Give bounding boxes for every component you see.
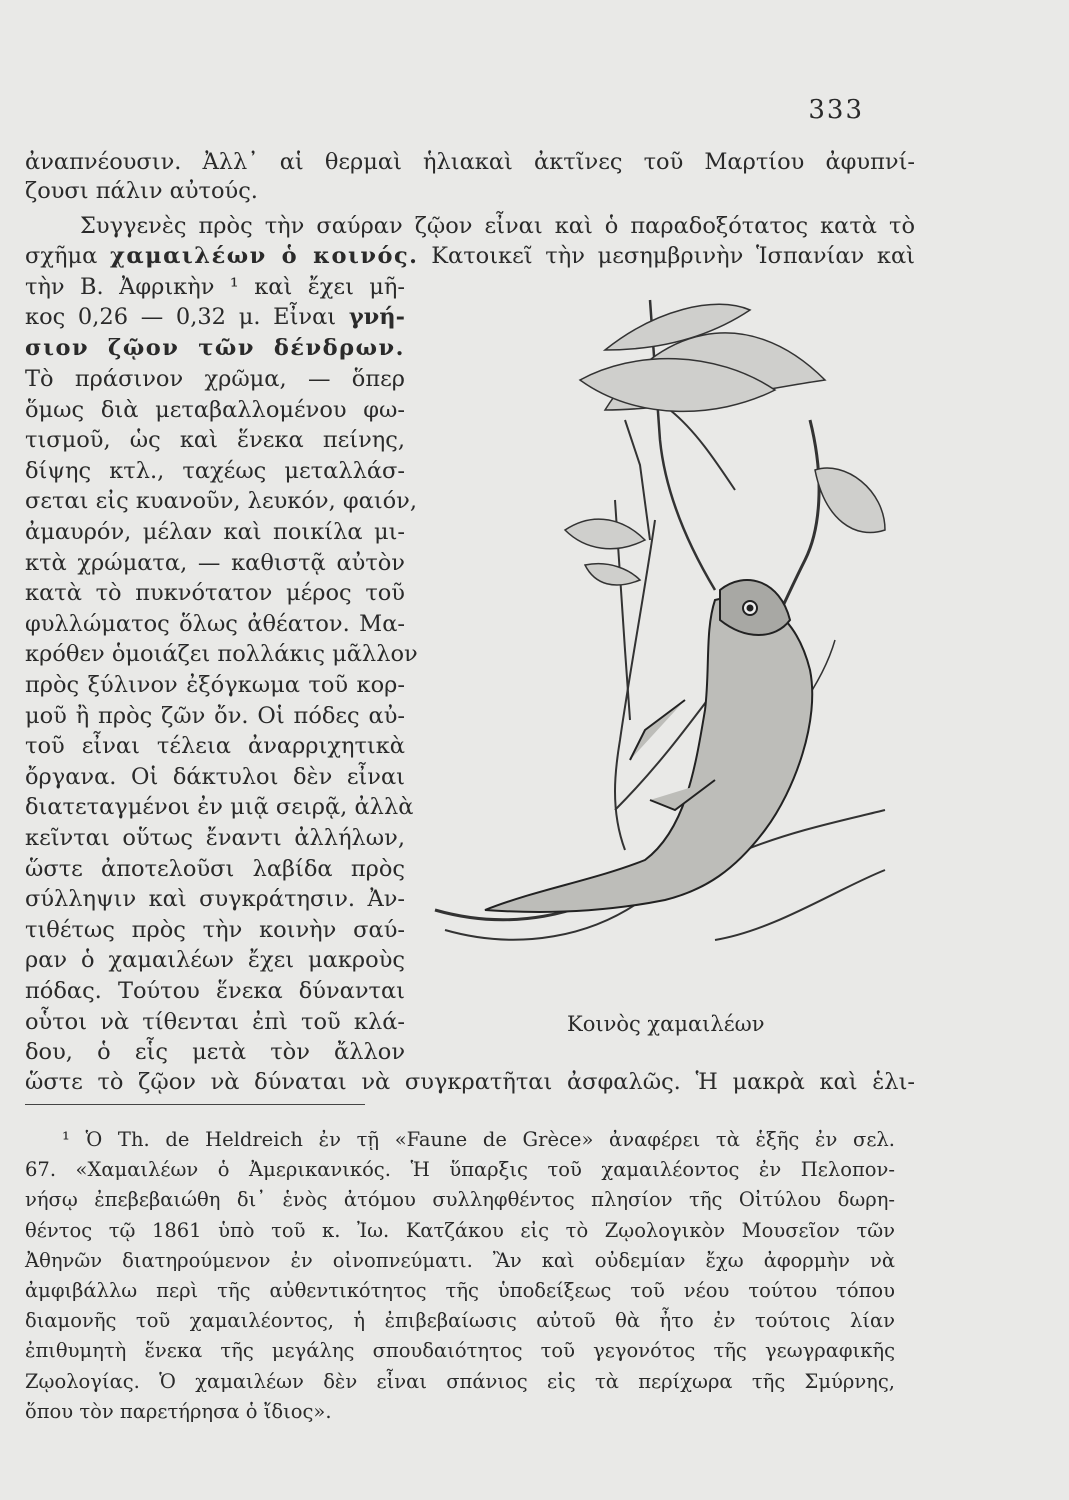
narrow-line: δίψης κτλ., ταχέως μεταλλάσ- bbox=[25, 457, 405, 484]
narrow-line: κτὰ χρώματα, — καθιστᾷ αὐτὸν bbox=[25, 549, 405, 576]
footnote-line: ὅπου τὸν παρετήρησα ὁ ἴδιος». bbox=[25, 1399, 332, 1423]
paragraph-2-line-2-start: σχῆμα bbox=[25, 243, 111, 269]
chameleon-body bbox=[485, 580, 812, 912]
narrow-line: τισμοῦ, ὡς καὶ ἕνεκα πείνης, bbox=[25, 427, 405, 454]
narrow-line: τοῦ εἶναι τέλεια ἀναρριχητικὰ bbox=[25, 733, 405, 760]
footnote-line: θέντος τῷ 1861 ὑπὸ τοῦ κ. Ἰω. Κατζάκου εἰς τὸ Ζῳολογικὸν Μουσεῖον τῶν bbox=[25, 1218, 895, 1242]
narrow-line: κεῖνται οὕτως ἔναντι ἀλλήλων, bbox=[25, 825, 405, 851]
footnote-line: ἀμφιβάλλω περὶ τῆς αὐθεντικότητος τῆς ὑποδείξεως τοῦ νέου τούτου τόπου bbox=[25, 1279, 895, 1302]
narrow-line-3-bold: σιον ζῷον τῶν δένδρων. bbox=[25, 335, 405, 361]
footnote-line: διαμονῆς τοῦ χαμαιλέοντος, ἡ ἐπιβεβαίωσις αὐτοῦ θὰ ἦτο ἐν τούτοις λίαν bbox=[25, 1309, 895, 1333]
narrow-line: σύλληψιν καὶ συγκράτησιν. Ἀν- bbox=[25, 886, 405, 913]
narrow-line-2-bold: γνή- bbox=[348, 304, 405, 330]
footnote-divider bbox=[25, 1104, 365, 1105]
page-number: 333 bbox=[808, 95, 864, 125]
footnote-line: νήσῳ ἐπεβεβαιώθη δι᾽ ἑνὸς ἀτόμου συλληφθέντος πλησίον τῆς Οἰτύλου δωρη- bbox=[25, 1188, 895, 1212]
narrow-line-2 bbox=[25, 302, 405, 332]
species-name-bold: χαμαιλέων ὁ κοινός. bbox=[110, 243, 419, 269]
final-body-line: ὥστε τὸ ζῷον νὰ δύναται νὰ συγκρατῆται ἀσφαλῶς. Ἡ μακρὰ καὶ ἑλι- bbox=[25, 1069, 915, 1095]
narrow-line-2-start: κος 0,26 — 0,32 μ. Εἶναι bbox=[25, 304, 349, 330]
paragraph-2-line-2 bbox=[25, 241, 915, 271]
narrow-line: ὄργανα. Οἱ δάκτυλοι δὲν εἶναι bbox=[25, 763, 405, 790]
narrow-line: τιθέτως πρὸς τὴν κοινὴν σαύ- bbox=[25, 916, 405, 943]
narrow-line: δου, ὁ εἷς μετὰ τὸν ἄλλον bbox=[25, 1039, 405, 1066]
narrow-line: ὅμως διὰ μεταβαλλομένου φω- bbox=[25, 396, 405, 423]
paragraph-2-line-1: Συγγενὲς πρὸς τὴν σαύραν ζῷον εἶναι καὶ ὁ παραδοξότατος κατὰ τὸ bbox=[80, 213, 915, 239]
footnote-line: Ἀθηνῶν διατηρούμενον ἐν οἰνοπνεύματι. Ἂν καὶ οὐδεμίαν ἔχω ἀφορμὴν νὰ bbox=[25, 1248, 895, 1272]
narrow-line-3 bbox=[25, 333, 405, 363]
narrow-line: πρὸς ξύλινον ἐξόγκωμα τοῦ κορ- bbox=[25, 672, 405, 698]
chameleon-illustration bbox=[415, 290, 905, 1000]
footnote-line: Ζῳολογίας. Ὁ χαμαιλέων δὲν εἶναι σπάνιος εἰς τὰ περίχωρα τῆς Σμύρνης, bbox=[25, 1369, 895, 1393]
narrow-line: Τὸ πράσινον χρῶμα, — ὅπερ bbox=[25, 366, 405, 392]
figure-caption: Κοινὸς χαμαιλέων bbox=[567, 1012, 765, 1036]
paragraph-2-line-2-end: Κατοικεῖ τὴν μεσημβρινὴν Ἱσπανίαν καὶ bbox=[418, 243, 915, 269]
narrow-line: ὥστε ἀποτελοῦσι λαβίδα πρὸς bbox=[25, 855, 405, 882]
narrow-line: μοῦ ἢ πρὸς ζῶν ὄν. Οἱ πόδες αὐ- bbox=[25, 702, 405, 729]
footnote-line: ἐπιθυμητὴ ἕνεκα τῆς μεγάλης σπουδαιότητος τοῦ γεγονότος τῆς γεωγραφικῆς bbox=[25, 1339, 895, 1363]
narrow-line-1: τὴν Β. Ἀφρικὴν ¹ καὶ ἔχει μῆ- bbox=[25, 274, 405, 300]
narrow-line: σεται εἰς κυανοῦν, λευκόν, φαιόν, bbox=[25, 488, 418, 515]
narrow-line: κρόθεν ὁμοιάζει πολλάκις μᾶλλον bbox=[25, 641, 418, 668]
narrow-line: κατὰ τὸ πυκνότατον μέρος τοῦ bbox=[25, 580, 405, 607]
narrow-line: ἀμαυρόν, μέλαν καὶ ποικίλα μι- bbox=[25, 519, 405, 545]
narrow-line: διατεταγμένοι ἐν μιᾷ σειρᾷ, ἀλλὰ bbox=[25, 794, 414, 821]
body-line-1: ἀναπνέουσιν. Ἀλλ᾽ αἱ θερμαὶ ἡλιακαὶ ἀκτῖνες τοῦ Μαρτίου ἀφυπνί- bbox=[25, 149, 915, 175]
narrow-line: ραν ὁ χαμαιλέων ἔχει μακροὺς bbox=[25, 947, 405, 974]
narrow-line: φυλλώματος ὅλως ἀθέατον. Μα- bbox=[25, 610, 405, 637]
footnote-line: 67. «Χαμαιλέων ὁ Ἀμερικανικός. Ἡ ὕπαρξις τοῦ χαμαιλέοντος ἐν Πελοπον- bbox=[25, 1158, 895, 1182]
narrow-line: οὗτοι νὰ τίθενται ἐπὶ τοῦ κλά- bbox=[25, 1008, 405, 1035]
narrow-line: πόδας. Τούτου ἕνεκα δύνανται bbox=[25, 978, 405, 1004]
body-line-2: ζουσι πάλιν αὐτούς. bbox=[25, 178, 258, 204]
footnote-line: ¹ Ὁ Th. de Heldreich ἐν τῇ «Faune de Grèce» ἀναφέρει τὰ ἑξῆς ἐν σελ. bbox=[62, 1128, 895, 1151]
leaf-drawings bbox=[565, 304, 885, 585]
